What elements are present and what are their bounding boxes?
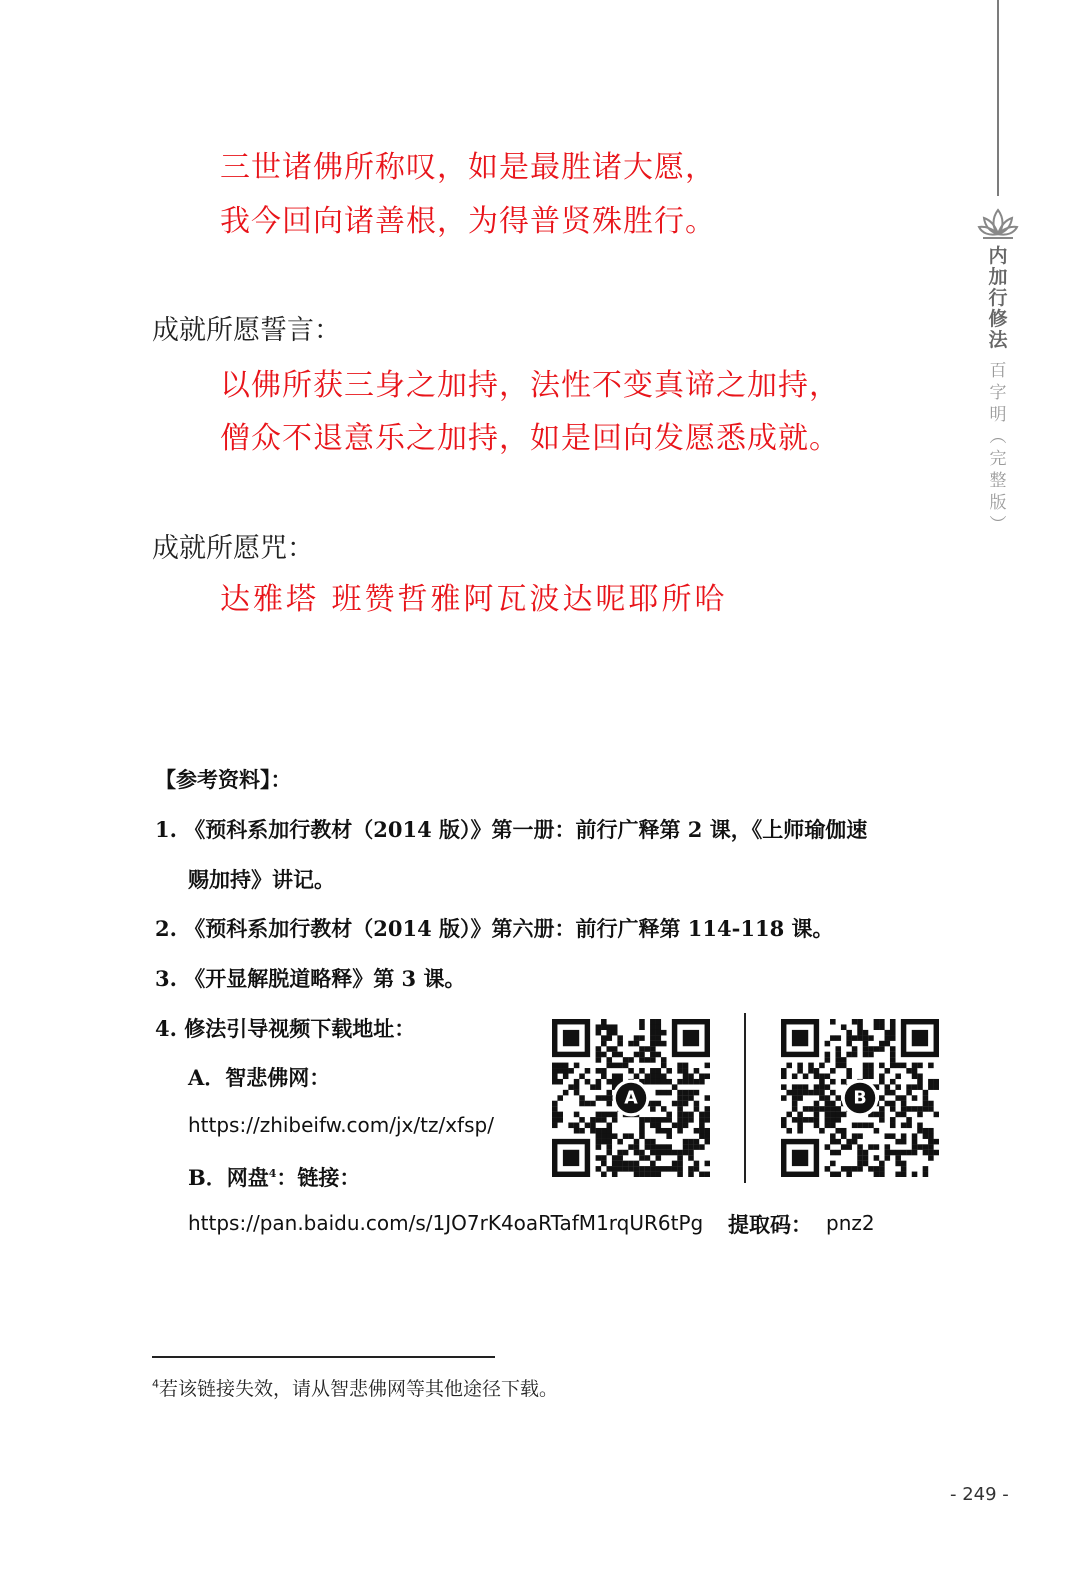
sidebar-chapter-title [985,360,1011,536]
footnote-rule [152,1356,495,1358]
sidebar-char: 完 [989,449,1007,469]
sidebar-char: 内 [988,245,1008,267]
vow-line: 以佛所获三身之加持，法性不变真谛之加持， [220,368,840,403]
reference-item: 1. 《预科系加行教材（2014 版）》第一册：前行广释第 2 课，《上师瑜伽速 [155,817,868,842]
footnote-text: 若该链接失效，请从智悲佛网等其他途径下载。 [159,1378,559,1400]
sidebar-char: 行 [988,287,1008,309]
site-a-label: A．智悲佛网： [188,1065,331,1090]
sidebar-char: ︶ [989,515,1007,535]
reference-item: 2. 《预科系加行教材（2014 版）》第六册：前行广释第 114-118 课。 [155,916,834,941]
extraction-code-label: 提取码： [728,1212,812,1237]
sidebar-char: 加 [988,266,1008,288]
footnote [152,1374,558,1401]
sidebar-char: 百 [989,361,1007,381]
sidebar-section-title [985,246,1011,351]
page-number: - 249 - [950,1484,1009,1505]
footnote-number: 4 [152,1377,159,1391]
side-rule [997,0,999,196]
vow-heading: 成就所愿誓言： [152,315,341,346]
qr-badge-label: B [853,1088,867,1109]
qr-code-a[interactable] [552,1019,710,1177]
sidebar-char: 字 [989,383,1007,403]
lotus-icon [977,206,1019,240]
site-b-label [188,1162,360,1192]
sidebar-char: ︵ [989,427,1007,447]
site-b-link[interactable]: https://pan.baidu.com/s/1JO7rK4oaRTafM1rqUR6tPg [188,1211,704,1235]
qr-divider [744,1013,746,1183]
site-b-label-text: ：链接： [276,1165,361,1190]
verse-line: 三世诸佛所称叹，如是最胜诸大愿， [220,150,716,185]
verse-line: 我今回向诸善根，为得普贤殊胜行。 [220,204,716,239]
mantra-text: 达雅塔 班赞哲雅阿瓦波达呢耶所哈 [220,582,728,617]
site-b-label-text: B．网盘 [188,1165,269,1190]
sidebar-char: 法 [988,329,1008,351]
site-a-link[interactable]: https://zhibeifw.com/jx/tz/xfsp/ [188,1113,494,1137]
sidebar-char: 版 [989,493,1007,513]
qr-badge-label: A [624,1088,638,1109]
mantra-heading: 成就所愿咒： [152,533,314,564]
reference-item-continued: 赐加持》讲记。 [188,867,335,892]
extraction-code: pnz2 [826,1211,875,1235]
references-title: 【参考资料】： [155,767,292,792]
reference-item: 3. 《开显解脱道略释》第 3 课。 [155,966,466,991]
sidebar-char: 明 [989,405,1007,425]
sidebar-char: 整 [989,471,1007,491]
footnote-marker[interactable]: 4 [268,1167,277,1180]
vow-line: 僧众不退意乐之加持，如是回向发愿悉成就。 [220,421,840,456]
qr-code-b[interactable] [781,1019,939,1177]
sidebar-char: 修 [988,308,1008,330]
reference-item: 4. 修法引导视频下载地址： [155,1016,416,1041]
